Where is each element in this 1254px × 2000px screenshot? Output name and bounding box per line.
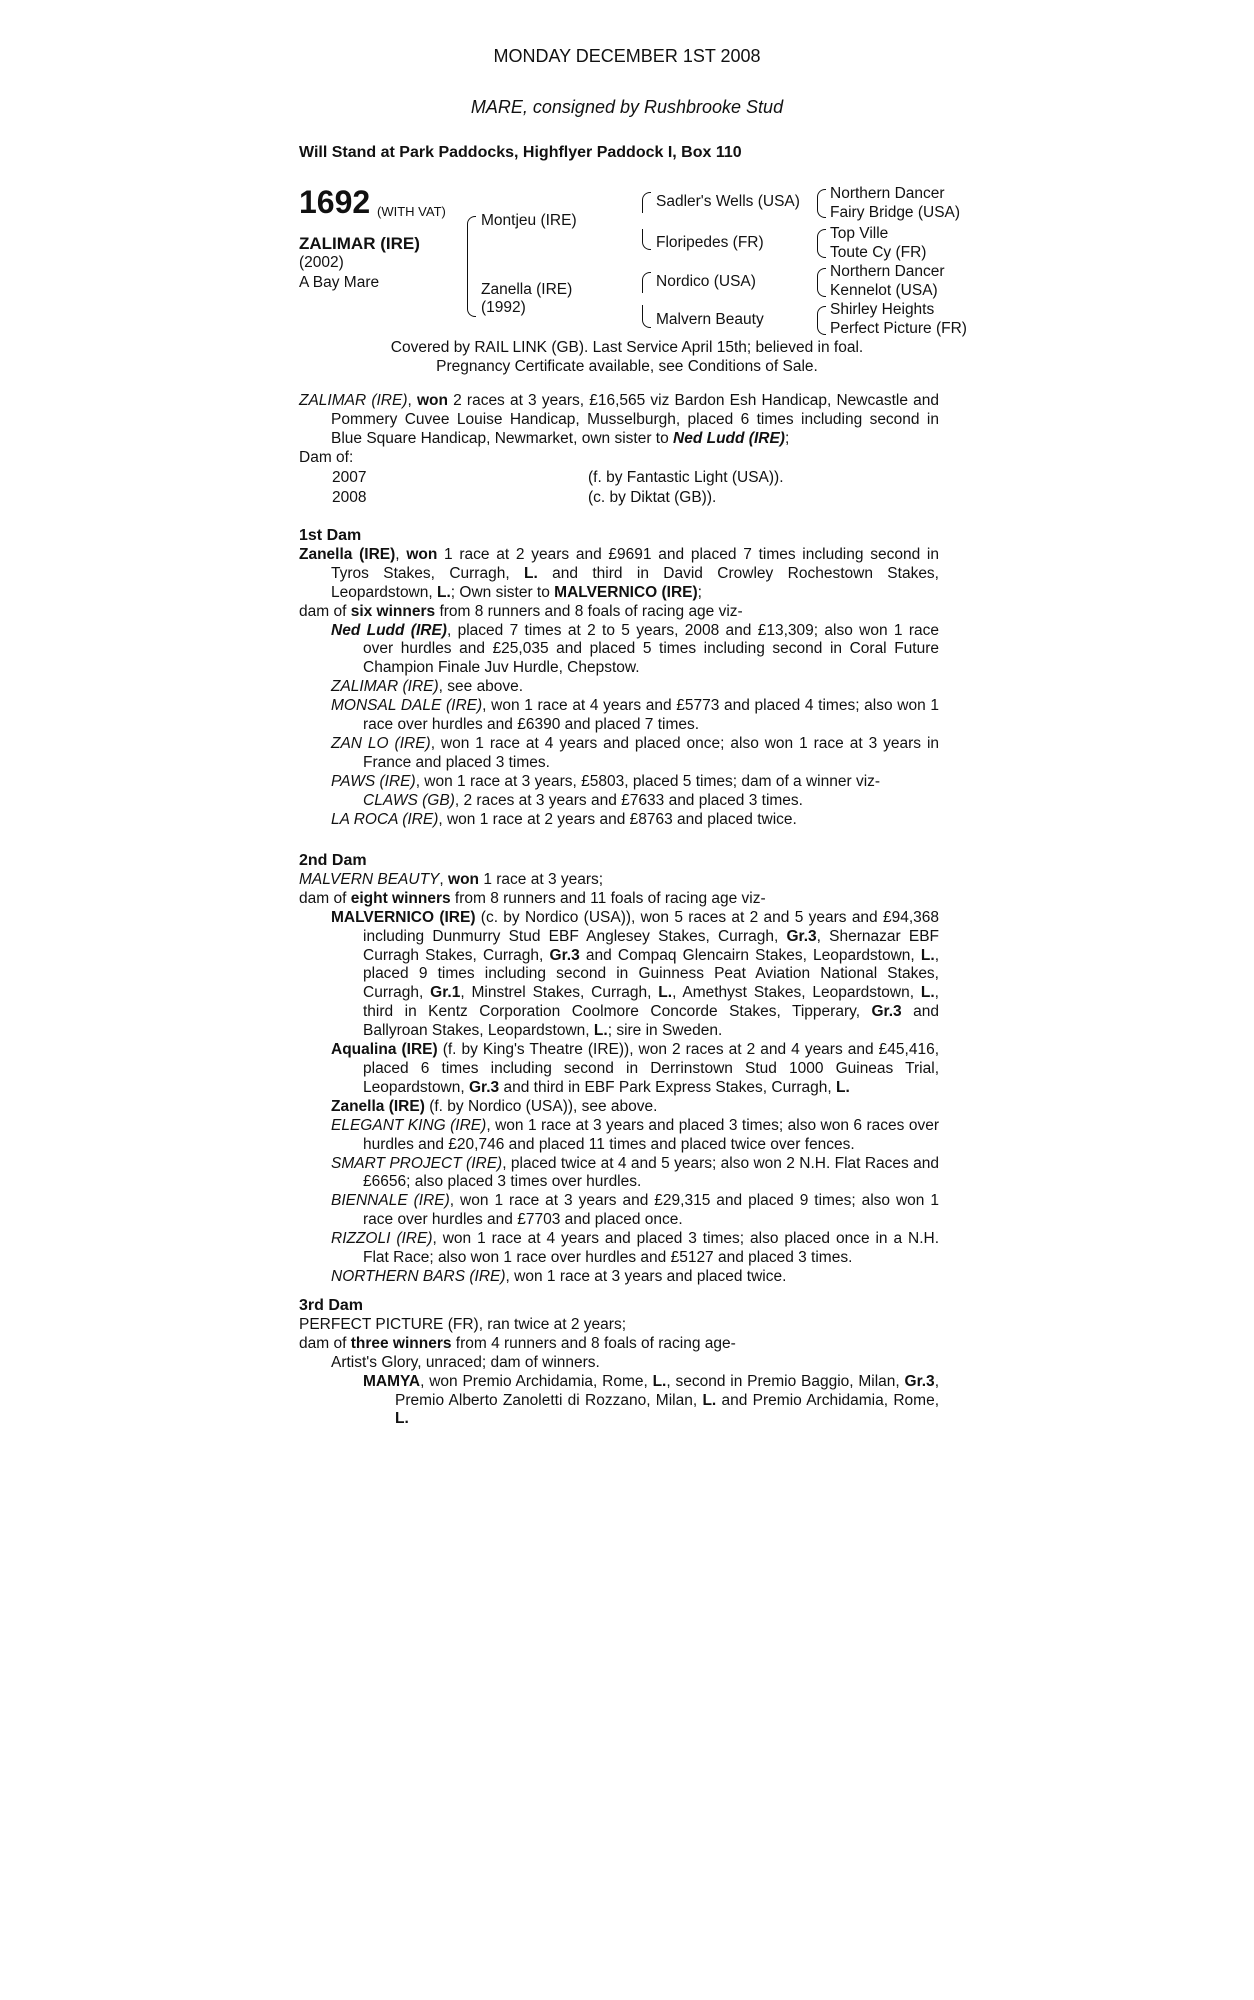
produce-detail: (f. by Fantastic Light (USA)). xyxy=(588,468,784,486)
first-dam-record: Zanella (IRE), won 1 race at 2 years and £9691 and placed 7 times including second in Tyros Stakes, Curragh, L. and third in David Crowley Rochestown Stakes, Leopardstown, L.; Own sister to MALVERNICO (IRE); xyxy=(299,545,939,601)
dam-of-line xyxy=(299,1335,939,1354)
text: dam of xyxy=(299,1334,351,1352)
text: (c. by Nordico (USA)), won 5 races at 2 and 5 years and £94,368 including Dunmurry Stud EBF Anglesey Stakes, Curragh, xyxy=(363,908,939,945)
produce-entry xyxy=(299,1041,939,1098)
punct: ; xyxy=(697,583,702,601)
text: , won Premio Archidamia, Rome, xyxy=(420,1372,653,1390)
sister-name: Ned Ludd (IRE) xyxy=(673,429,785,447)
produce-row xyxy=(299,469,939,488)
produce-entry xyxy=(299,1230,939,1268)
text: (f. by King's Theatre (IRE)), won 2 races at 2 and 4 years and £45,416, placed 6 times including second in Derrinstown Stud 1000 Guineas Trial, Leopardstown, xyxy=(363,1041,939,1096)
consignment-line: MARE, consigned by Rushbrooke Stud xyxy=(470,97,784,117)
ped-dam: Zanella (IRE) xyxy=(481,281,573,298)
ped-g4: Toute Cy (FR) xyxy=(830,244,927,261)
produce-entry xyxy=(299,1117,939,1155)
vat-note: (WITH VAT) xyxy=(377,204,446,219)
produce-entry xyxy=(299,773,939,792)
horse-name: ZALIMAR (IRE) xyxy=(299,234,420,253)
text: , Amethyst Stakes, Leopardstown, xyxy=(672,984,921,1002)
pedigree-brace xyxy=(642,192,651,213)
text: 1 race at 3 years; xyxy=(479,870,604,888)
produce-entry xyxy=(299,1192,939,1230)
text: , won 1 race at 3 years and placed twice. xyxy=(505,1267,787,1285)
listed-mark: L. xyxy=(652,1372,667,1390)
ped-g3: Top Ville xyxy=(830,225,889,242)
punct: , xyxy=(439,870,449,888)
race-record xyxy=(299,392,939,507)
text: , won 1 race at 4 years and placed 3 times; also placed once in a N.H. Flat Race; also won 1 race over hurdles and £5127 and placed 3 times. xyxy=(363,1230,940,1267)
produce-name: MAMYA xyxy=(363,1372,421,1390)
sister-name: MALVERNICO (IRE) xyxy=(554,583,698,601)
listed-mark: L. xyxy=(593,1022,608,1040)
text: , placed twice at 4 and 5 years; also won 2 N.H. Flat Races and £6656; also placed 3 times over hurdles. xyxy=(363,1154,939,1191)
won-label: won xyxy=(448,870,480,888)
text: , won 1 race at 3 years and £29,315 and placed 9 times; also won 1 race over hurdles and £7703 and placed once. xyxy=(363,1192,939,1229)
produce-name: BIENNALE (IRE) xyxy=(331,1192,450,1210)
winners-count: eight winners xyxy=(350,889,451,907)
second-dam-heading: 2nd Dam xyxy=(299,852,367,869)
text: , see above. xyxy=(438,678,524,696)
produce-entry xyxy=(299,1155,939,1193)
produce-entry: Artist's Glory, unraced; dam of winners. xyxy=(331,1353,600,1371)
produce-name: RIZZOLI (IRE) xyxy=(331,1230,433,1248)
covering-note xyxy=(0,338,1254,376)
text: ; Own sister to xyxy=(450,583,555,601)
produce-name: Ned Ludd (IRE) xyxy=(331,621,447,639)
text: from 4 runners and 8 foals of racing age- xyxy=(451,1334,736,1352)
text: and Ballyroan Stakes, Leopardstown, xyxy=(363,1003,939,1040)
punct: ; xyxy=(784,429,790,447)
won-label: won xyxy=(416,392,448,409)
produce-entry xyxy=(299,909,939,1041)
text: from 8 runners and 11 foals of racing age viz- xyxy=(450,889,766,907)
group-mark: Gr.1 xyxy=(430,984,461,1002)
group-mark: Gr.3 xyxy=(549,946,580,964)
group-mark: Gr.3 xyxy=(786,927,817,945)
text: , second in Premio Baggio, Milan, xyxy=(666,1372,905,1390)
ped-g1: Northern Dancer xyxy=(830,185,945,202)
produce-year: 2008 xyxy=(332,488,367,506)
dam-of-line xyxy=(299,603,939,622)
dam-name: MALVERN BEAUTY xyxy=(299,870,440,888)
text: ; sire in Sweden. xyxy=(607,1022,723,1040)
produce-name: ZALIMAR (IRE) xyxy=(331,678,439,696)
pedigree-brace xyxy=(817,306,826,321)
listed-mark: L. xyxy=(437,583,451,601)
ped-g2: Fairy Bridge (USA) xyxy=(830,204,961,221)
horse-description: A Bay Mare xyxy=(299,274,380,291)
group-mark: Gr.3 xyxy=(904,1372,935,1390)
won-label: won xyxy=(406,545,438,563)
produce-entry xyxy=(299,697,939,735)
pedigree-brace xyxy=(817,189,826,204)
group-mark: Gr.3 xyxy=(871,1003,902,1021)
ped-sire-sire: Sadler's Wells (USA) xyxy=(656,193,800,210)
pedigree-brace xyxy=(642,229,651,250)
second-dam-record xyxy=(299,871,939,890)
ped-dam-dam: Malvern Beauty xyxy=(656,311,764,328)
first-dam-section xyxy=(299,527,939,830)
pedigree-brace xyxy=(642,305,651,328)
text: , won 1 race at 3 years and placed 3 times; also won 6 races over hurdles and £20,746 and placed 11 times and placed twice over fences. xyxy=(363,1116,939,1153)
pedigree-brace xyxy=(817,203,826,218)
record-horse-name: ZALIMAR (IRE) xyxy=(299,392,408,409)
text: , Shernazar EBF Curragh Stakes, Curragh, xyxy=(363,927,939,964)
foaling-year: (2002) xyxy=(299,254,344,271)
produce-entry xyxy=(299,1098,939,1117)
stand-location: Will Stand at Park Paddocks, Highflyer Paddock I, Box 110 xyxy=(299,144,742,161)
text: dam of xyxy=(299,889,351,907)
pedigree-brace xyxy=(467,216,476,267)
text: , won 1 race at 3 years, £5803, placed 5 times; dam of a winner viz- xyxy=(415,772,881,790)
listed-mark: L. xyxy=(658,984,673,1002)
produce-year: 2007 xyxy=(332,468,367,486)
winners-count: six winners xyxy=(350,602,436,620)
text: , Premio Alberto Zanoletti di Rozzano, Milan, xyxy=(395,1372,939,1409)
ped-g8: Perfect Picture (FR) xyxy=(830,320,967,337)
ped-dam-year: (1992) xyxy=(481,299,526,316)
produce-name: ELEGANT KING (IRE) xyxy=(331,1116,487,1134)
ped-sire-dam: Floripedes (FR) xyxy=(656,234,764,251)
produce-row xyxy=(299,489,939,508)
produce-entry xyxy=(299,792,939,811)
pedigree-brace xyxy=(817,320,826,335)
produce-name: LA ROCA (IRE) xyxy=(331,810,439,828)
listed-mark: L. xyxy=(920,984,935,1002)
text: , won 1 race at 4 years and placed once; also won 1 race at 3 years in France and placed 3 times. xyxy=(363,734,940,771)
produce-name: NORTHERN BARS (IRE) xyxy=(331,1267,506,1285)
text: , third in Kentz Corporation Coolmore Concorde Stakes, Tipperary, xyxy=(363,984,939,1021)
third-dam-section xyxy=(299,1297,939,1429)
text: , placed 9 times including second in Guinness Peat Aviation National Stakes, Curragh, xyxy=(363,946,940,1002)
text: dam of xyxy=(299,602,351,620)
listed-mark: L. xyxy=(523,564,538,582)
produce-entry xyxy=(299,735,939,773)
produce-name: MONSAL DALE (IRE) xyxy=(331,697,483,715)
first-dam-heading: 1st Dam xyxy=(299,527,362,544)
text: , won 1 race at 2 years and £8763 and placed twice. xyxy=(438,810,797,828)
text: from 8 runners and 8 foals of racing age viz- xyxy=(435,602,743,620)
pedigree-brace xyxy=(467,266,476,317)
produce-entry xyxy=(299,1373,939,1430)
second-dam-section xyxy=(299,852,939,1287)
produce-name: SMART PROJECT (IRE) xyxy=(331,1154,503,1172)
pedigree-brace xyxy=(817,282,826,297)
pedigree-brace xyxy=(817,229,826,244)
dam-of-label: Dam of: xyxy=(299,448,354,466)
winners-count: three winners xyxy=(350,1334,452,1352)
text: and third in David Crowley Rochestown Stakes, Leopardstown, xyxy=(331,564,939,601)
pedigree-brace xyxy=(817,243,826,258)
text: , won 1 race at 4 years and £5773 and placed 4 times; also won 1 race over hurdles and £6390 and placed 7 times. xyxy=(363,697,939,734)
ped-g7: Shirley Heights xyxy=(830,301,935,318)
produce-detail: (c. by Diktat (GB)). xyxy=(588,488,717,506)
text: , Minstrel Stakes, Curragh, xyxy=(460,984,659,1002)
lot-number: 1692 xyxy=(299,184,371,220)
ped-sire: Montjeu (IRE) xyxy=(481,212,577,229)
pedigree-brace xyxy=(642,272,651,293)
text: and Compaq Glencairn Stakes, Leopardstown, xyxy=(579,946,921,964)
text: and Premio Archidamia, Rome, xyxy=(716,1391,939,1409)
listed-mark: L. xyxy=(836,1078,850,1096)
text: 1 race at 2 years and £9691 and placed 7 times including second in Tyros Stakes, Curragh, xyxy=(331,545,939,582)
produce-entry xyxy=(299,622,939,679)
pedigree-brace xyxy=(817,268,826,283)
ped-g5: Northern Dancer xyxy=(830,263,945,280)
produce-entry xyxy=(299,811,939,830)
ped-g6: Kennelot (USA) xyxy=(830,282,938,299)
produce-entry xyxy=(299,678,939,697)
listed-mark: L. xyxy=(395,1410,409,1428)
produce-name: ZAN LO (IRE) xyxy=(331,734,431,752)
listed-mark: L. xyxy=(920,946,935,964)
record-paragraph: ZALIMAR (IRE), won 2 races at 3 years, £16,565 viz Bardon Esh Handicap, Newcastle and Pommery Cuvee Louise Handicap, Musselburgh, placed 6 times including second in Blue Square Handicap, Newmarket, own sister to Ned Ludd (IRE); xyxy=(299,392,939,447)
listed-mark: L. xyxy=(702,1391,717,1409)
covering-line: Covered by RAIL LINK (GB). Last Service April 15th; believed in foal. xyxy=(390,339,864,356)
produce-name: CLAWS (GB) xyxy=(363,791,455,809)
produce-name: Zanella (IRE) xyxy=(331,1097,425,1115)
third-dam-record: PERFECT PICTURE (FR), ran twice at 2 years; xyxy=(299,1315,626,1333)
produce-name: MALVERNICO (IRE) xyxy=(331,908,476,926)
certificate-line: Pregnancy Certificate available, see Conditions of Sale. xyxy=(436,358,818,375)
text: , 2 races at 3 years and £7633 and placed 3 times. xyxy=(454,791,803,809)
record-text: 2 races at 3 years, £16,565 viz Bardon Esh Handicap, Newcastle and Pommery Cuvee Louise Handicap, Musselburgh, placed 6 times including second in Blue Square Handicap, Newmarket, own sister to xyxy=(331,392,939,447)
sale-date: MONDAY DECEMBER 1ST 2008 xyxy=(493,46,761,66)
third-dam-heading: 3rd Dam xyxy=(299,1297,364,1314)
produce-name: PAWS (IRE) xyxy=(331,772,416,790)
group-mark: Gr.3 xyxy=(469,1078,500,1096)
produce-entry xyxy=(299,1268,939,1287)
text: , placed 7 times at 2 to 5 years, 2008 and £13,309; also won 1 race over hurdles and £25,035 and placed 5 times including second in Coral Future Champion Finale Juv Hurdle, Chepstow. xyxy=(363,621,939,677)
text: (f. by Nordico (USA)), see above. xyxy=(424,1097,658,1115)
dam-of-line xyxy=(299,890,939,909)
dam-name: Zanella (IRE) xyxy=(299,545,396,563)
produce-name: Aqualina (IRE) xyxy=(331,1041,438,1059)
ped-dam-sire: Nordico (USA) xyxy=(656,273,756,290)
text: and third in EBF Park Express Stakes, Curragh, xyxy=(499,1078,837,1096)
